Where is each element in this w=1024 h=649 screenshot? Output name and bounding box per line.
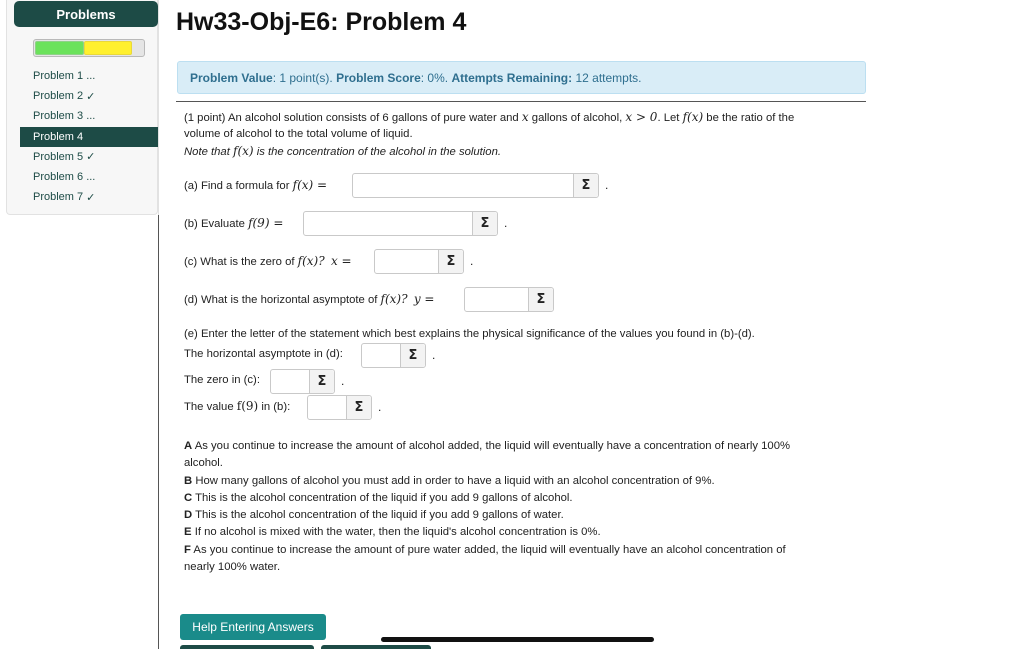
submit-button-partial[interactable] xyxy=(180,645,314,649)
progress-partial-segment xyxy=(84,41,133,55)
answer-c-input[interactable] xyxy=(375,250,438,273)
problem-score-label: Problem Score xyxy=(336,70,421,85)
statement-letter: C xyxy=(184,491,193,504)
statement-letter: F xyxy=(184,543,191,556)
e-asymptote-label: The horizontal asymptote in (d): xyxy=(184,348,343,360)
answer-a xyxy=(352,173,599,198)
e-zero-label: The zero in (c): xyxy=(184,374,260,386)
e-value-label: The value f(9) in (b): xyxy=(184,399,291,413)
sidebar-item-label: Problem 5 xyxy=(33,150,84,163)
period: . xyxy=(470,254,474,268)
equation-editor-e2-button[interactable]: Σ xyxy=(309,370,334,393)
part-d-label: (d) What is the horizontal asymptote of f(x)? y = xyxy=(184,292,435,306)
statement-text: If no alcohol is mixed with the water, then the liquid's alcohol concentration is 0%. xyxy=(194,526,601,539)
answer-e-asymptote xyxy=(361,343,426,368)
sidebar-item-problem[interactable] xyxy=(20,127,158,147)
statement-letter: B xyxy=(184,474,193,487)
problem-score: : 0%. xyxy=(420,70,452,85)
equation-editor-c-button[interactable]: Σ xyxy=(438,250,463,273)
statement-letter: E xyxy=(184,526,192,539)
progress-correct-segment xyxy=(35,41,84,55)
problem-note: Note that f(x) is the concentration of the alcohol in the solution. xyxy=(184,144,502,158)
statement-letter: A xyxy=(184,440,193,452)
answer-e-zero-input[interactable] xyxy=(271,370,309,393)
sidebar-border xyxy=(158,0,159,215)
statement-text: As you continue to increase the amount of alcohol added, the liquid will eventually have a concentration of nearly 100% xyxy=(194,440,791,452)
answer-a-input[interactable] xyxy=(353,174,573,197)
statement-item xyxy=(184,490,854,507)
sidebar-item-problem[interactable] xyxy=(7,147,165,167)
preview-button-partial[interactable] xyxy=(321,645,431,649)
sidebar-item-label: Problem 4 xyxy=(33,130,84,143)
answer-b xyxy=(303,211,498,236)
answer-e-value-input[interactable] xyxy=(308,396,346,419)
check-icon: ✓ xyxy=(86,151,96,164)
sidebar-item-label: Problem 7 xyxy=(33,191,84,204)
part-b-label: (b) Evaluate f(9) = xyxy=(184,216,284,230)
statement-text: How many gallons of alcohol you must add in order to have a liquid with an alcohol concentration of 9%. xyxy=(195,474,715,487)
equation-editor-b-button[interactable]: Σ xyxy=(472,212,497,235)
statement-text-continued: nearly 100% water. xyxy=(184,561,281,574)
statement-text: This is the alcohol concentration of the liquid if you add 9 gallons of alcohol. xyxy=(195,491,573,504)
problem-info-bar xyxy=(177,61,866,94)
sidebar-item-problem[interactable] xyxy=(7,66,165,86)
part-a-label: (a) Find a formula for f(x) = xyxy=(184,178,328,192)
statement-text: As you continue to increase the amount of pure water added, the liquid will eventually have an alcohol concentration of xyxy=(193,543,786,556)
part-e-label: (e) Enter the letter of the statement which best explains the physical significance of the values you found in (b)-(d). xyxy=(184,328,755,340)
sidebar-item-label: Problem 6 ... xyxy=(33,171,96,184)
statement-item xyxy=(184,542,854,559)
problem-value-label: Problem Value xyxy=(190,70,273,85)
divider xyxy=(176,101,866,102)
statement-item xyxy=(184,524,854,541)
statement-text: This is the alcohol concentration of the liquid if you add 9 gallons of water. xyxy=(195,509,564,522)
statement-item xyxy=(184,507,854,524)
content-divider xyxy=(158,215,159,649)
sidebar-item-label: Problem 3 ... xyxy=(33,110,96,123)
statement-item xyxy=(184,438,854,455)
period: . xyxy=(605,178,609,192)
problem-intro-line2: volume of alcohol to the total volume of liquid. xyxy=(184,128,413,140)
period: . xyxy=(432,348,436,362)
equation-editor-d-button[interactable]: Σ xyxy=(528,288,553,311)
answer-c xyxy=(374,249,464,274)
statement-letter: D xyxy=(184,509,193,522)
check-icon: ✓ xyxy=(86,191,96,204)
sidebar-item-problem[interactable] xyxy=(7,106,165,126)
problem-value: : 1 point(s). xyxy=(272,70,337,85)
sidebar-item-problem[interactable] xyxy=(7,86,165,106)
horizontal-scrollbar[interactable] xyxy=(381,637,654,642)
sidebar-header[interactable]: Problems xyxy=(14,1,158,27)
part-c-label: (c) What is the zero of f(x)? x = xyxy=(184,254,352,268)
sidebar-item-label: Problem 1 ... xyxy=(33,70,96,83)
help-entering-answers-button[interactable]: Help Entering Answers xyxy=(180,614,326,640)
answer-d-input[interactable] xyxy=(465,288,528,311)
check-icon: ✓ xyxy=(86,90,96,103)
sidebar-item-problem[interactable] xyxy=(7,167,165,187)
problem-list xyxy=(7,66,165,207)
problem-sidebar xyxy=(6,0,158,215)
progress-bar xyxy=(33,39,145,57)
sidebar-item-label: Problem 2 xyxy=(33,90,84,103)
attempts-remaining: 12 attempts. xyxy=(572,70,642,85)
answer-b-input[interactable] xyxy=(304,212,472,235)
answer-d xyxy=(464,287,554,312)
problem-intro: (1 point) An alcohol solution consists of 6 gallons of pure water and x gallons of alcohol, x > 0. Let f(x) be the ratio of the xyxy=(184,110,795,124)
equation-editor-e1-button[interactable]: Σ xyxy=(400,344,425,367)
answer-e-zero xyxy=(270,369,335,394)
answer-e-value xyxy=(307,395,372,420)
page-title: Hw33-Obj-E6: Problem 4 xyxy=(176,8,467,36)
equation-editor-a-button[interactable]: Σ xyxy=(573,174,598,197)
period: . xyxy=(341,374,345,388)
sidebar-item-problem[interactable] xyxy=(7,187,165,207)
statement-list xyxy=(184,438,854,576)
attempts-label: Attempts Remaining: xyxy=(451,70,573,85)
statement-item xyxy=(184,473,854,490)
answer-e-asymptote-input[interactable] xyxy=(362,344,400,367)
period: . xyxy=(378,400,382,414)
statement-text-continued: alcohol. xyxy=(184,457,223,470)
equation-editor-e3-button[interactable]: Σ xyxy=(346,396,371,419)
period: . xyxy=(504,216,508,230)
